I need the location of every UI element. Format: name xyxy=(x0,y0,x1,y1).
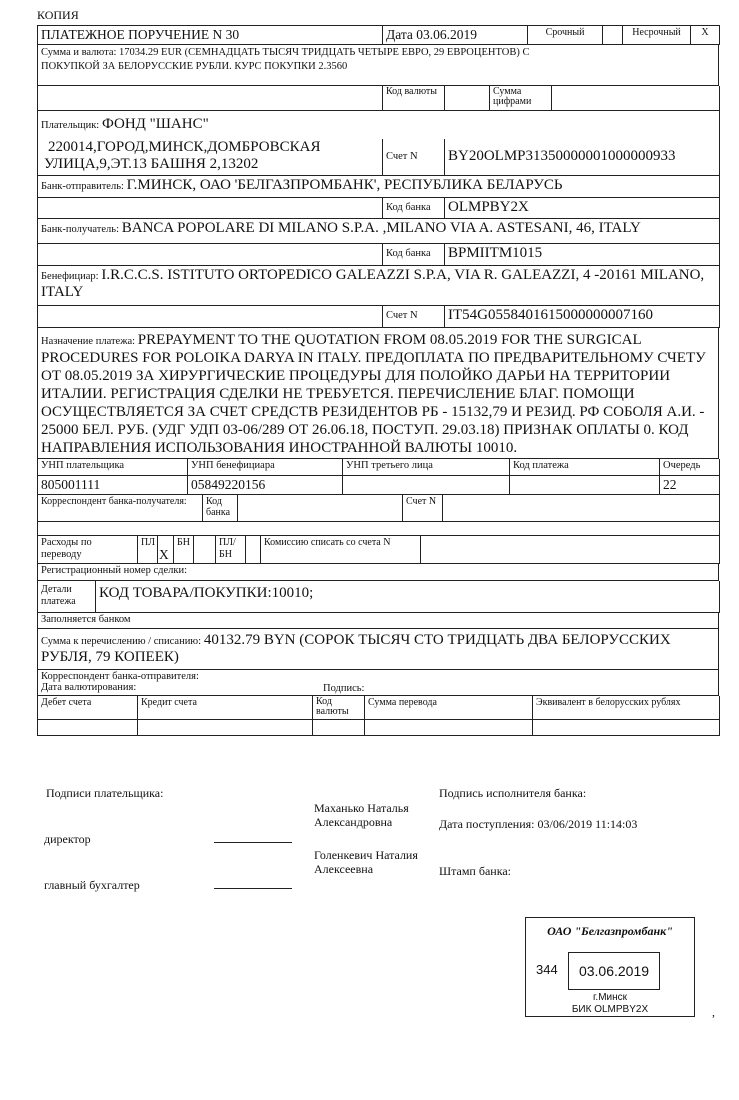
urgent-label: Срочный xyxy=(528,26,603,45)
amount-line-2: ПОКУПКОЙ ЗА БЕЛОРУССКИЕ РУБЛИ. КУРС ПОКУПКИ 2.3560 xyxy=(41,61,348,73)
bank-fill-label: Заполняется банком xyxy=(38,613,719,629)
payer-label: Плательщик: xyxy=(41,120,100,131)
receiver-bank-blank xyxy=(38,243,383,265)
sender-bank-code: OLMPBY2X xyxy=(445,198,720,219)
receiver-bank-code: BPMIITM1015 xyxy=(445,243,720,265)
payment-order xyxy=(37,25,719,736)
director-signature-line xyxy=(214,832,292,847)
queue: 22 xyxy=(660,475,720,494)
third-party-unp-label: УНП третьего лица xyxy=(343,459,510,475)
beneficiary-unp-label: УНП бенефициара xyxy=(188,459,343,475)
stamp-date: 03.06.2019 xyxy=(568,952,660,990)
fees-pl-mark: X xyxy=(158,536,174,563)
correspondent-section xyxy=(37,495,720,537)
third-party-unp xyxy=(343,475,510,494)
payer-unp: 805001111 xyxy=(38,475,188,494)
payer-section xyxy=(37,111,720,176)
amount-section xyxy=(37,45,719,86)
queue-label: Очередь xyxy=(660,459,720,475)
beneficiary-account-label: Счет N xyxy=(383,306,445,328)
bank-stamp xyxy=(525,917,695,1017)
sum-digits-value xyxy=(552,86,720,111)
currency-code-cell xyxy=(313,720,365,736)
currency-code-label: Код валюты xyxy=(383,86,445,111)
debit-account-header: Дебет счета xyxy=(38,696,138,720)
fees-bn-label: БН xyxy=(174,536,194,563)
stamp-city xyxy=(526,992,694,1015)
debit-account-cell xyxy=(38,720,138,736)
payer-unp-label: УНП плательщика xyxy=(38,459,188,475)
urgent-box xyxy=(603,26,623,45)
document-date: Дата 03.06.2019 xyxy=(383,26,528,45)
payer-account-label: Счет N xyxy=(383,139,445,175)
beneficiary-unp: 05849220156 xyxy=(188,475,343,494)
correspondent-spacer xyxy=(38,522,720,536)
fees-pl-label: ПЛ xyxy=(138,536,158,563)
payment-code-label: Код платежа xyxy=(510,459,660,475)
details-section xyxy=(37,581,720,613)
beneficiary-blank xyxy=(38,306,383,328)
header-row xyxy=(37,25,720,45)
beneficiary-label: Бенефициар: xyxy=(41,270,99,282)
director-label: директор xyxy=(44,832,91,846)
receiver-bank-code-label: Код банка xyxy=(383,243,445,265)
sender-corr-label: Корреспондент банка-отправителя: xyxy=(41,670,199,682)
debit-section xyxy=(37,629,719,670)
transfer-table xyxy=(37,696,720,737)
details-value: КОД ТОВАРА/ПОКУПКИ:10010; xyxy=(96,581,720,612)
bank-signature-label: Подпись исполнителя банка: xyxy=(439,786,587,800)
signature-label: Подпись: xyxy=(323,682,365,694)
sender-bank-code-label: Код банка xyxy=(383,198,445,219)
beneficiary-value: I.R.C.C.S. ISTITUTO ORTOPEDICO GALEAZZI S.P.A, VIA R. GALEAZZI, 4 -20161 MILANO, ITALY xyxy=(41,266,705,300)
debit-value: 40132.79 BYN (СОРОК ТЫСЯЧ СТО ТРИДЦАТЬ ДВА БЕЛОРУССКИХ РУБЛЯ, 79 КОПЕЕК) xyxy=(41,632,671,666)
sender-bank-value: Г.МИНСК, ОАО 'БЕЛГАЗПРОМБАНК', РЕСПУБЛИКА БЕЛАРУСЬ xyxy=(126,176,563,193)
accountant-signature-line xyxy=(214,878,292,893)
currency-code-value xyxy=(445,86,490,111)
correspondent-code-label: Код банка xyxy=(203,495,238,522)
stamp-bik: БИК OLMPBY2X xyxy=(571,1003,649,1015)
byn-equivalent-header: Эквивалент в белорусских рублях xyxy=(533,696,720,720)
bank-fill-section xyxy=(37,613,719,630)
fees-plbn-label: ПЛ/БН xyxy=(216,536,246,563)
details-label: Детали платежа xyxy=(38,581,96,612)
payer-signatures-label: Подписи плательщика: xyxy=(46,786,164,800)
received-date: Дата поступления: 03/06/2019 11:14:03 xyxy=(439,817,638,831)
beneficiary-section xyxy=(37,266,720,329)
sum-digits-label: Сумма цифрами xyxy=(490,86,552,111)
beneficiary-account: IT54G0558401615000000007160 xyxy=(445,306,720,328)
credit-account-cell xyxy=(138,720,313,736)
sender-bank-section xyxy=(37,176,720,220)
registration-label: Регистрационный номер сделки: xyxy=(38,564,719,581)
document-title: ПЛАТЕЖНОЕ ПОРУЧЕНИЕ N 30 xyxy=(38,26,383,45)
credit-account-header: Кредит счета xyxy=(138,696,313,720)
registration-section xyxy=(37,564,719,582)
receiver-bank-value: BANCA POPOLARE DI MILANO S.P.A. ,MILANO VIA A. ASTESANI, 46, ITALY xyxy=(121,220,641,236)
fees-plbn-box xyxy=(246,536,261,563)
byn-equivalent-cell xyxy=(533,720,720,736)
copy-mark: КОПИЯ xyxy=(37,8,79,22)
receiver-bank-section xyxy=(37,219,720,266)
commission-value xyxy=(421,536,720,563)
payer-address: 220014,ГОРОД,МИНСК,ДОМБРОВСКАЯ УЛИЦА,9,ЭТ.13 БАШНЯ 2,13202 xyxy=(38,139,383,175)
accountant-name: Голенкевич Наталия Алексеевна xyxy=(314,848,418,877)
payer-name: ФОНД "ШАНС" xyxy=(101,116,209,132)
stamp-number: 344 xyxy=(536,962,558,977)
debit-label: Сумма к перечислению / списанию: xyxy=(41,636,202,647)
correspondent-code-value xyxy=(238,495,403,522)
purpose-section xyxy=(37,328,719,459)
correspondent-account-value xyxy=(443,495,720,522)
nonurgent-mark: X xyxy=(691,26,720,45)
sender-bank-blank xyxy=(38,198,383,219)
fees-section xyxy=(37,536,720,564)
chief-accountant-label: главный бухгалтер xyxy=(44,878,140,892)
value-date-label: Дата валютирования: xyxy=(41,682,137,694)
sender-bank-label: Банк-отправитель: xyxy=(41,180,124,192)
purpose-text: PREPAYMENT TO THE QUOTATION FROM 08.05.2019 FOR THE SURGICAL PROCEDURES FOR POLOIKA DARYA IN ITALY. ПРЕДОПЛАТА ПО ПРЕДВАРИТЕЛЬНОМУ СЧЕТУ ОТ 08.05.2019 ЗА ХИРУРГИЧЕСКИЕ ПРОЦЕДУРЫ ДЛЯ ПОЛОЙКО ДАРЬИ НА ТЕРРИТОРИИ ИТАЛИИ. РЕГИСТРАЦИЯ СДЕЛКИ НЕ ТРЕБУЕТСЯ. ПЕРЕЧИСЛЕНИЕ БЛАГ. ПОМОЩИ ОСУЩЕСТВЛЯЕТСЯ ЗА СЧЕТ СРЕДСТВ РЕЗИДЕНТОВ РБ - 15132,79 И РЕЗИД. РФ СОБОЛЯ А.И. - 25000 БЕЛ. РУБ. (УДГ УДП 03-06/289 ОТ 26.06.18, ПОСТУП. 29.03.18) ПРИЗНАК ОПЛАТЫ 0. КОД НАПРАВЛЕНИЯ ИСПОЛЬЗОВАНИЯ ИНОСТРАННОЙ ВАЛЮТЫ 10010. xyxy=(41,332,706,456)
bank-stamp-label: Штамп банка: xyxy=(439,864,511,878)
stamp-title: ОАО "Белгазпромбанк" xyxy=(547,924,673,938)
transfer-sum-header: Сумма перевода xyxy=(365,696,533,720)
transfer-sum-cell xyxy=(365,720,533,736)
payer-account: BY20OLMP31350000001000000933 xyxy=(445,139,720,175)
amount-blank xyxy=(38,86,383,111)
ids-section xyxy=(37,459,720,495)
nonurgent-label: Несрочный xyxy=(623,26,691,45)
pen-mark: , xyxy=(712,1005,715,1019)
commission-label: Комиссию списать со счета N xyxy=(261,536,421,563)
stamp-city-name: г.Минск xyxy=(592,992,628,1003)
payment-code xyxy=(510,475,660,494)
fees-label: Расходы по переводу xyxy=(38,536,138,563)
correspondent-label: Корреспондент банка-получателя: xyxy=(38,495,203,522)
correspondent-account-label: Счет N xyxy=(403,495,443,522)
amount-codes-row xyxy=(37,86,720,112)
amount-line-1: Сумма и валюта: 17034.29 EUR (СЕМНАДЦАТЬ ТЫСЯЧ ТРИДЦАТЬ ЧЕТЫРЕ ЕВРО, 29 ЕВРОЦЕНТОВ) С xyxy=(41,47,530,58)
purpose-label: Назначение платежа: xyxy=(41,336,136,347)
currency-code-header: Код валюты xyxy=(313,696,365,720)
fees-bn-box xyxy=(194,536,216,563)
receiver-bank-label: Банк-получатель: xyxy=(41,224,119,235)
sender-corr-section xyxy=(37,670,719,696)
director-name: Маханько Наталья Александровна xyxy=(314,801,409,830)
